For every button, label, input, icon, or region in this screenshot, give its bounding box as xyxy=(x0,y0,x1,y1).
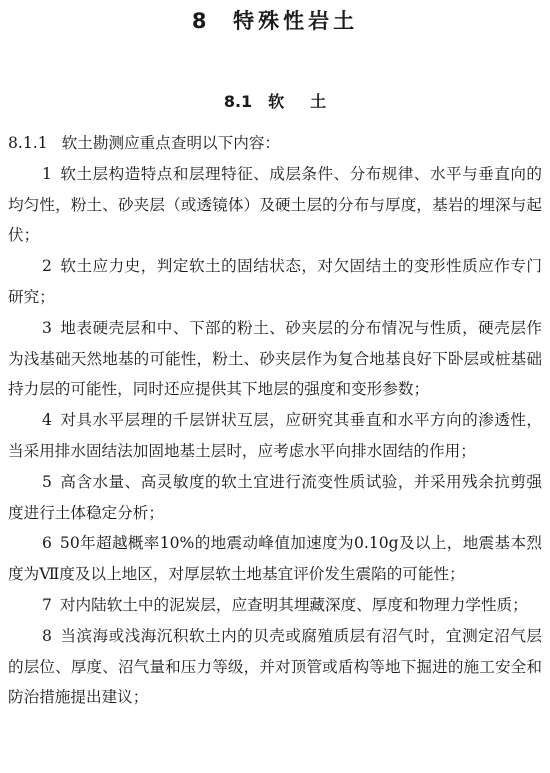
item-number: 8 xyxy=(42,626,52,645)
item-text: 当滨海或浅海沉积软土内的贝壳或腐殖质层有沼气时，宜测定沼气层的层位、厚度、沼气量和压力等级，并对顶管或盾构等地下掘进的施工安全和防治措施提出建议； xyxy=(8,626,542,707)
item-text: 高含水量、高灵敏度的软土宜进行流变性质试验，并采用残余抗剪强度进行土体稳定分析； xyxy=(8,472,542,522)
item-text: 地表硬壳层和中、下部的粉土、砂夹层的分布情况与性质，硬壳层作为浅基础天然地基的可能性，粉土、砂夹层作为复合地基良好下卧层或桩基础持力层的可能性，同时还应提供其下地层的强度和变形参数； xyxy=(8,318,542,399)
list-item-8 xyxy=(8,621,542,713)
item-text: 对具水平层理的千层饼状互层，应研究其垂直和水平方向的渗透性，当采用排水固结法加固地基土层时，应考虑水平向排水固结的作用； xyxy=(8,411,542,460)
chapter-title xyxy=(0,6,550,36)
item-text: 50年超越概率10%的地震动峰值加速度为0.10g及以上，地震基本烈度为Ⅶ度及以上地区，对厚层软土地基宜评价发生震陷的可能性； xyxy=(8,534,542,584)
list-item-2 xyxy=(8,251,542,313)
clause-text: 软土勘测应重点查明以下内容： xyxy=(61,134,281,152)
list-item-5 xyxy=(8,467,542,529)
item-number: 6 xyxy=(42,534,52,553)
item-number: 1 xyxy=(42,164,52,183)
item-text: 对内陆软土中的泥炭层，应查明其埋藏深度、厚度和物理力学性质； xyxy=(59,595,528,614)
clause-heading xyxy=(8,128,542,159)
list-item-1 xyxy=(8,159,542,251)
list-item-6 xyxy=(8,528,542,590)
item-text: 软土层构造特点和层理特征、成层条件、分布规律、水平与垂直向的均匀性，粉土、砂夹层（或透镜体）及硬土层的分布与厚度，基岩的埋深与起伏； xyxy=(8,164,542,245)
item-number: 5 xyxy=(42,472,52,491)
section-title-char-1: 软 xyxy=(268,92,285,111)
list-item-7 xyxy=(8,590,542,621)
item-number: 7 xyxy=(42,595,52,614)
item-text: 软土应力史，判定软土的固结状态，对欠固结土的变形性质应作专门研究； xyxy=(8,257,542,306)
list-item-3 xyxy=(8,313,542,405)
item-number: 2 xyxy=(42,257,52,276)
list-item-4 xyxy=(8,405,542,467)
section-title xyxy=(0,90,550,114)
item-number: 3 xyxy=(42,318,52,337)
chapter-title-text: 特殊性岩土 xyxy=(233,9,359,33)
clause-number: 8.1.1 xyxy=(8,134,48,152)
item-number: 4 xyxy=(42,411,52,430)
chapter-number: 8 xyxy=(191,9,211,33)
section-title-char-2: 土 xyxy=(310,92,327,111)
section-number: 8.1 xyxy=(223,92,253,111)
body-text xyxy=(8,128,542,713)
